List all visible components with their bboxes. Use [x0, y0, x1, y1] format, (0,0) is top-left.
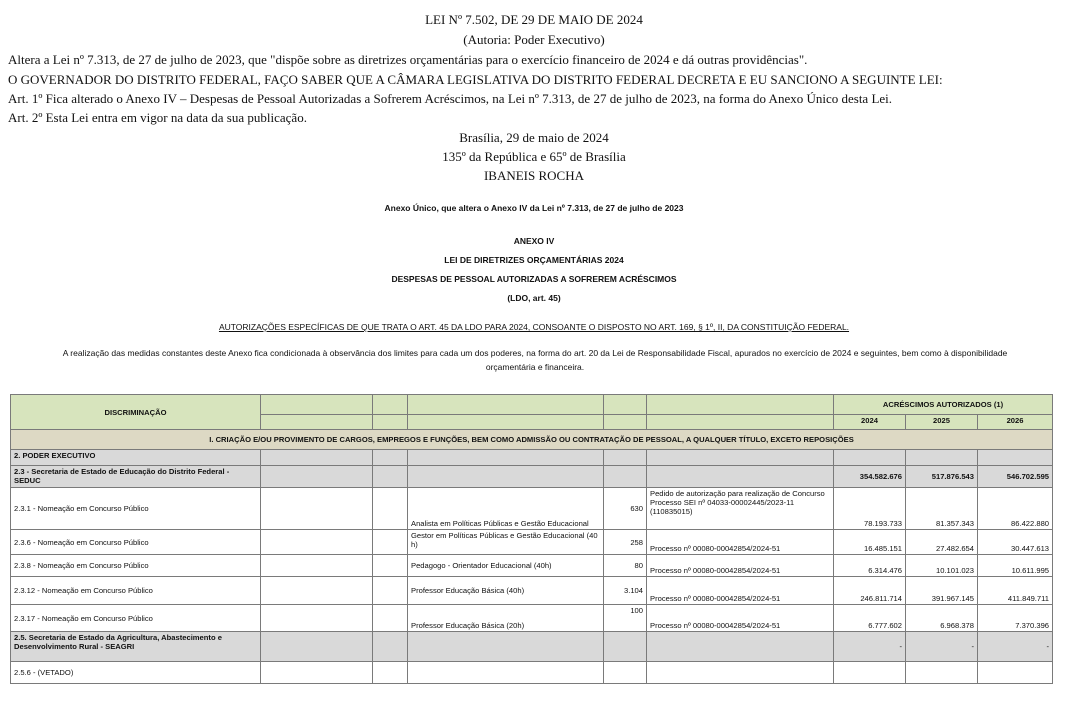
- law-republic: 135º da República e 65º de Brasília: [442, 149, 626, 164]
- law-summary: Altera a Lei nº 7.313, de 27 de julho de 2023, que "dispõe sobre as diretrizes orçamentárias para o exercício financeiro de 2024 e dá outras providências".: [8, 52, 808, 67]
- value-2025: 391.967.145: [906, 577, 978, 605]
- annex-heading: Anexo Único, que altera o Anexo IV da Lei nº 7.313, de 27 de julho de 2023: [384, 203, 684, 213]
- authorizations-table: [10, 394, 1053, 684]
- seduc-2025: 517.876.543: [906, 466, 978, 488]
- table-row: [11, 577, 1053, 605]
- law-article-2: Art. 2º Esta Lei entra em vigor na data da sua publicação.: [8, 110, 307, 125]
- item-label: 2.3.17 - Nomeação em Concurso Público: [11, 605, 261, 632]
- processo: Processo nº 00080-00042854/2024-51: [647, 530, 834, 555]
- value-2024: 78.193.733: [834, 488, 906, 530]
- processo: Processo nº 00080-00042854/2024-51: [647, 605, 834, 632]
- ldo-reference: (LDO, art. 45): [507, 293, 561, 303]
- quantidade: 3.104: [604, 577, 647, 605]
- vetado-label: 2.5.6 - (VETADO): [11, 662, 261, 684]
- value-2024: 246.811.714: [834, 577, 906, 605]
- header-acrescimos: ACRÉSCIMOS AUTORIZADOS (1): [834, 395, 1053, 415]
- seagri-row: [11, 632, 1053, 662]
- law-signature: IBANEIS ROCHA: [483, 168, 585, 183]
- vetado-row: [11, 662, 1053, 684]
- item-label: 2.3.1 - Nomeação em Concurso Público: [11, 488, 261, 530]
- law-authorship: (Autoria: Poder Executivo): [463, 32, 605, 47]
- header-year-2024: 2024: [834, 415, 906, 430]
- header-year-2025: 2025: [906, 415, 978, 430]
- processo: Processo nº 00080-00042854/2024-51: [647, 577, 834, 605]
- seduc-2024: 354.582.676: [834, 466, 906, 488]
- value-2024: 6.777.602: [834, 605, 906, 632]
- value-2026: 86.422.880: [978, 488, 1053, 530]
- value-2026: 7.370.396: [978, 605, 1053, 632]
- item-label: 2.3.6 - Nomeação em Concurso Público: [11, 530, 261, 555]
- seduc-row: [11, 466, 1053, 488]
- header-year-2026: 2026: [978, 415, 1053, 430]
- value-2024: 6.314.476: [834, 555, 906, 577]
- seagri-name: 2.5. Secretaria de Estado da Agricultura, Abastecimento e Desenvolvimento Rural - SEAGRI: [11, 632, 261, 662]
- value-2026: 30.447.613: [978, 530, 1053, 555]
- value-2024: 16.485.151: [834, 530, 906, 555]
- condition-paragraph: A realização das medidas constantes deste Anexo fica condicionada à observância dos limites para cada um dos poderes, na forma do art. 20 da Lei de Responsabilidade Fiscal, apurados no exercício de 2024 e seguintes, bem como à disponibilidade orçamentária e financeira.: [62, 348, 1008, 372]
- cargo: Professor Educação Básica (20h): [408, 605, 604, 632]
- item-label: 2.3.8 - Nomeação em Concurso Público: [11, 555, 261, 577]
- cargo: Pedagogo - Orientador Educacional (40h): [408, 555, 604, 577]
- cargo: Professor Educação Básica (40h): [408, 577, 604, 605]
- header-discriminacao: DISCRIMINAÇÃO: [11, 395, 261, 430]
- processo: Processo nº 00080-00042854/2024-51: [647, 555, 834, 577]
- table-row: [11, 530, 1053, 555]
- poder-executivo-row: 2. PODER EXECUTIVO: [11, 450, 261, 466]
- quantidade: 630: [604, 488, 647, 530]
- table-row: [11, 488, 1053, 530]
- annex-title: ANEXO IV: [513, 236, 555, 246]
- value-2025: 6.968.378: [906, 605, 978, 632]
- quantidade: 80: [604, 555, 647, 577]
- ldo-title: LEI DE DIRETRIZES ORÇAMENTÁRIAS 2024: [444, 255, 624, 265]
- table-row: [11, 605, 1053, 632]
- value-2025: 10.101.023: [906, 555, 978, 577]
- quantidade: 258: [604, 530, 647, 555]
- law-place-date: Brasília, 29 de maio de 2024: [459, 130, 609, 145]
- value-2026: 411.849.711: [978, 577, 1053, 605]
- value-2025: 27.482.654: [906, 530, 978, 555]
- authorizations-note: AUTORIZAÇÕES ESPECÍFICAS DE QUE TRATA O ART. 45 DA LDO PARA 2024, CONSOANTE O DISPOSTO NO ART. 169, § 1º, II, DA CONSTITUIÇÃO FEDERAL.: [218, 322, 850, 332]
- value-2025: 81.357.343: [906, 488, 978, 530]
- item-label: 2.3.12 - Nomeação em Concurso Público: [11, 577, 261, 605]
- quantidade: 100: [604, 605, 647, 632]
- cargo: Analista em Políticas Públicas e Gestão Educacional: [408, 488, 604, 530]
- table-row: [11, 555, 1053, 577]
- section-i-row: I. CRIAÇÃO E/OU PROVIMENTO DE CARGOS, EMPREGOS E FUNÇÕES, BEM COMO ADMISSÃO OU CONTRATAÇÃO DE PESSOAL, A QUALQUER TÍTULO, EXCETO REPOSIÇÕES: [11, 430, 1053, 450]
- seduc-2026: 546.702.595: [978, 466, 1053, 488]
- seagri-2024: -: [834, 632, 906, 662]
- seagri-2026: -: [978, 632, 1053, 662]
- law-title: LEI Nº 7.502, DE 29 DE MAIO DE 2024: [425, 12, 643, 27]
- expenses-title: DESPESAS DE PESSOAL AUTORIZADAS A SOFREREM ACRÉSCIMOS: [391, 274, 677, 284]
- law-enactment: O GOVERNADOR DO DISTRITO FEDERAL, FAÇO SABER QUE A CÂMARA LEGISLATIVA DO DISTRITO FEDERAL DECRETA E EU SANCIONO A SEGUINTE LEI:: [8, 72, 943, 87]
- value-2026: 10.611.995: [978, 555, 1053, 577]
- seagri-2025: -: [906, 632, 978, 662]
- law-article-1: Art. 1º Fica alterado o Anexo IV – Despesas de Pessoal Autorizadas a Sofrerem Acréscimos, na Lei nº 7.313, de 27 de julho de 2023, na forma do Anexo Único desta Lei.: [8, 91, 893, 106]
- processo: Pedido de autorização para realização de Concurso Processo SEI nº 04033-00002445/2023-11 (110835015): [647, 488, 834, 530]
- seduc-name: 2.3 - Secretaria de Estado de Educação do Distrito Federal - SEDUC: [11, 466, 261, 488]
- cargo: Gestor em Políticas Públicas e Gestão Educacional (40 h): [408, 530, 604, 555]
